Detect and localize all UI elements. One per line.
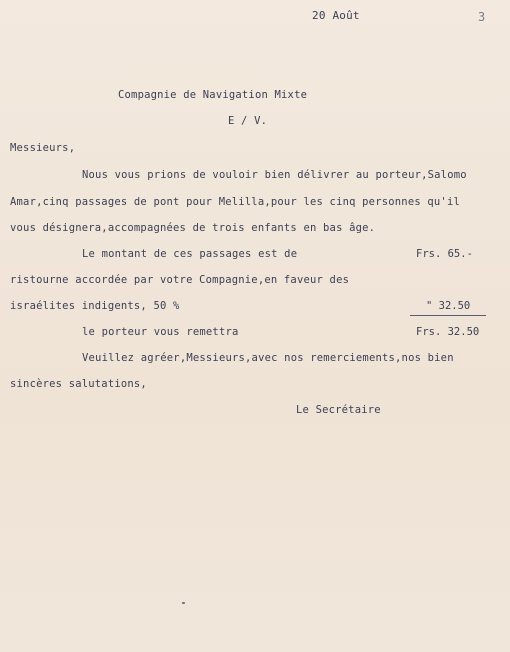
montant-value: Frs. 65.- (416, 248, 473, 260)
salutation: Messieurs, (10, 142, 76, 154)
recipient-company: Compagnie de Navigation Mixte (118, 89, 308, 101)
porteur-value: Frs. 32.50 (416, 326, 480, 338)
recipient-city: E / V. (228, 115, 268, 127)
closing-line-1: Veuillez agréer,Messieurs,avec nos remerciements,nos bien (82, 352, 454, 364)
sum-rule (410, 315, 486, 316)
ristourne-value: " 32.50 (426, 300, 471, 312)
body-line-3: vous désignera,accompagnées de trois enfants en bas âge. (10, 222, 376, 234)
closing-line-2: sincères salutations, (10, 378, 147, 390)
signature-title: Le Secrétaire (296, 404, 381, 416)
letter-date: 20 Août (312, 9, 360, 22)
page-number: 3 (478, 10, 486, 24)
ristourne-line-2: israélites indigents, 50 % (10, 300, 180, 312)
body-line-2: Amar,cinq passages de pont pour Melilla,pour les cinq personnes qu'il (10, 196, 460, 208)
body-line-1: Nous vous prions de vouloir bien délivrer au porteur,Salomo (82, 169, 467, 181)
paper-speck (182, 602, 185, 604)
ristourne-line-1: ristourne accordée par votre Compagnie,en faveur des (10, 274, 350, 286)
porteur-label: le porteur vous remettra (82, 326, 239, 338)
montant-label: Le montant de ces passages est de (82, 248, 298, 260)
